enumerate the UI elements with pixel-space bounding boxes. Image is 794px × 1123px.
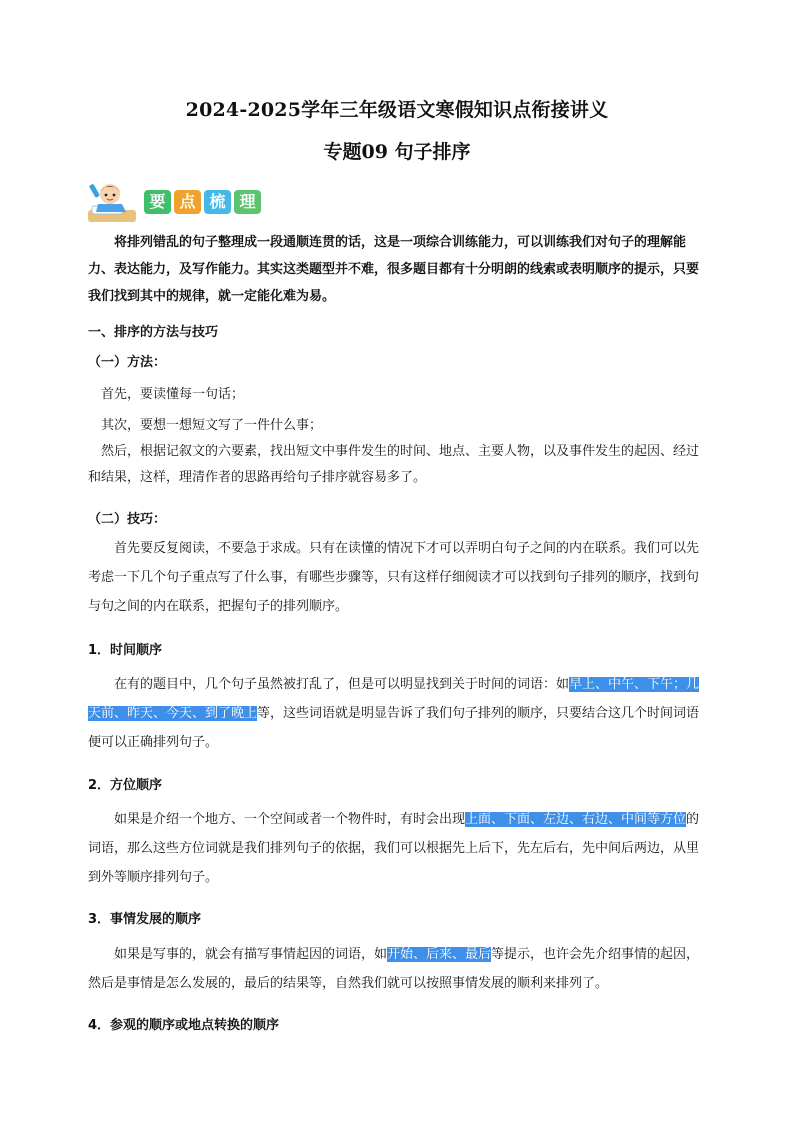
text: 如果是介绍一个地方、一个空间或者一个物件时，有时会出现 bbox=[114, 812, 466, 827]
step-third: 然后，根据记叙文的六要素，找出短文中事件发生的时间、地点、主要人物，以及事件发生的起因、经过和结果，这样，理清作者的思路再给句子排序就容易多了。 bbox=[88, 444, 700, 485]
step-second: 其次，要想一想短文写了一件什么事； bbox=[101, 418, 323, 433]
text: 等提示，也许会先介绍事情的起因，然后是事情是怎么发展的，最后的结果等，自然我们就可以按照事情发展的顺利来排列了。 bbox=[88, 947, 700, 991]
skill-heading: （二）技巧： bbox=[88, 512, 167, 527]
badge-tile: 理 bbox=[234, 190, 261, 214]
badge-tiles bbox=[144, 190, 261, 214]
highlighted-text: 上面、下面、左边、右边、中间等方位 bbox=[465, 812, 687, 827]
event-order-paragraph bbox=[88, 940, 708, 998]
subheading-visit-order: 4．参观的顺序或地点转换的顺序 bbox=[88, 1018, 280, 1033]
student-reading-icon bbox=[86, 180, 140, 224]
key-points-badge bbox=[86, 180, 276, 224]
badge-tile: 梳 bbox=[204, 190, 231, 214]
text: 如果是写事的，就会有描写事情起因的词语，如 bbox=[114, 947, 388, 962]
text: 的词语，那么这些方位词就是我们排列句子的依据，我们可以根据先上后下，先左后右，先中间后两边，从里到外等顺序排列句子。 bbox=[88, 812, 700, 885]
skill-paragraph: 首先要反复阅读，不要急于求成。只有在读懂的情况下才可以弄明白句子之间的内在联系。我们可以先考虑一下几个句子重点写了什么事，有哪些步骤等，只有这样仔细阅读才可以找到句子排列的顺序，找到句与句之间的内在联系，把握句子的排列顺序。 bbox=[88, 541, 700, 614]
text: 等，这些词语就是明显告诉了我们句子排列的顺序，只要结合这几个时间词语便可以正确排列句子。 bbox=[88, 706, 700, 750]
step-first: 首先，要读懂每一句话； bbox=[101, 387, 245, 402]
subheading-position-order: 2．方位顺序 bbox=[88, 778, 163, 793]
intro-paragraph: 将排列错乱的句子整理成一段通顺连贯的话，这是一项综合训练能力，可以训练我们对句子的理解能力、表达能力，及写作能力。其实这类题型并不难，很多题目都有十分明朗的线索或表明顺序的提示，只要我们找到其中的规律，就一定能化难为易。 bbox=[88, 235, 700, 304]
subheading-event-order: 3．事情发展的顺序 bbox=[88, 912, 202, 927]
highlighted-text: 开始、后来、最后 bbox=[387, 947, 492, 962]
time-order-paragraph bbox=[88, 670, 708, 757]
method-heading: （一）方法： bbox=[88, 355, 167, 370]
badge-tile: 点 bbox=[174, 190, 201, 214]
highlighted-text: 早上、中午、下午；几天前、昨天、今天、到了晚上 bbox=[88, 677, 700, 721]
document-title: 2024-2025学年三年级语文寒假知识点衔接讲义 bbox=[185, 99, 609, 121]
section-heading: 一、排序的方法与技巧 bbox=[88, 325, 219, 340]
text: 在有的题目中，几个句子虽然被打乱了，但是可以明显找到关于时间的词语：如 bbox=[114, 677, 570, 692]
document-subtitle: 专题09 句子排序 bbox=[323, 141, 471, 163]
badge-tile: 要 bbox=[144, 190, 171, 214]
subheading-time-order: 1．时间顺序 bbox=[88, 643, 163, 658]
position-order-paragraph bbox=[88, 805, 708, 892]
